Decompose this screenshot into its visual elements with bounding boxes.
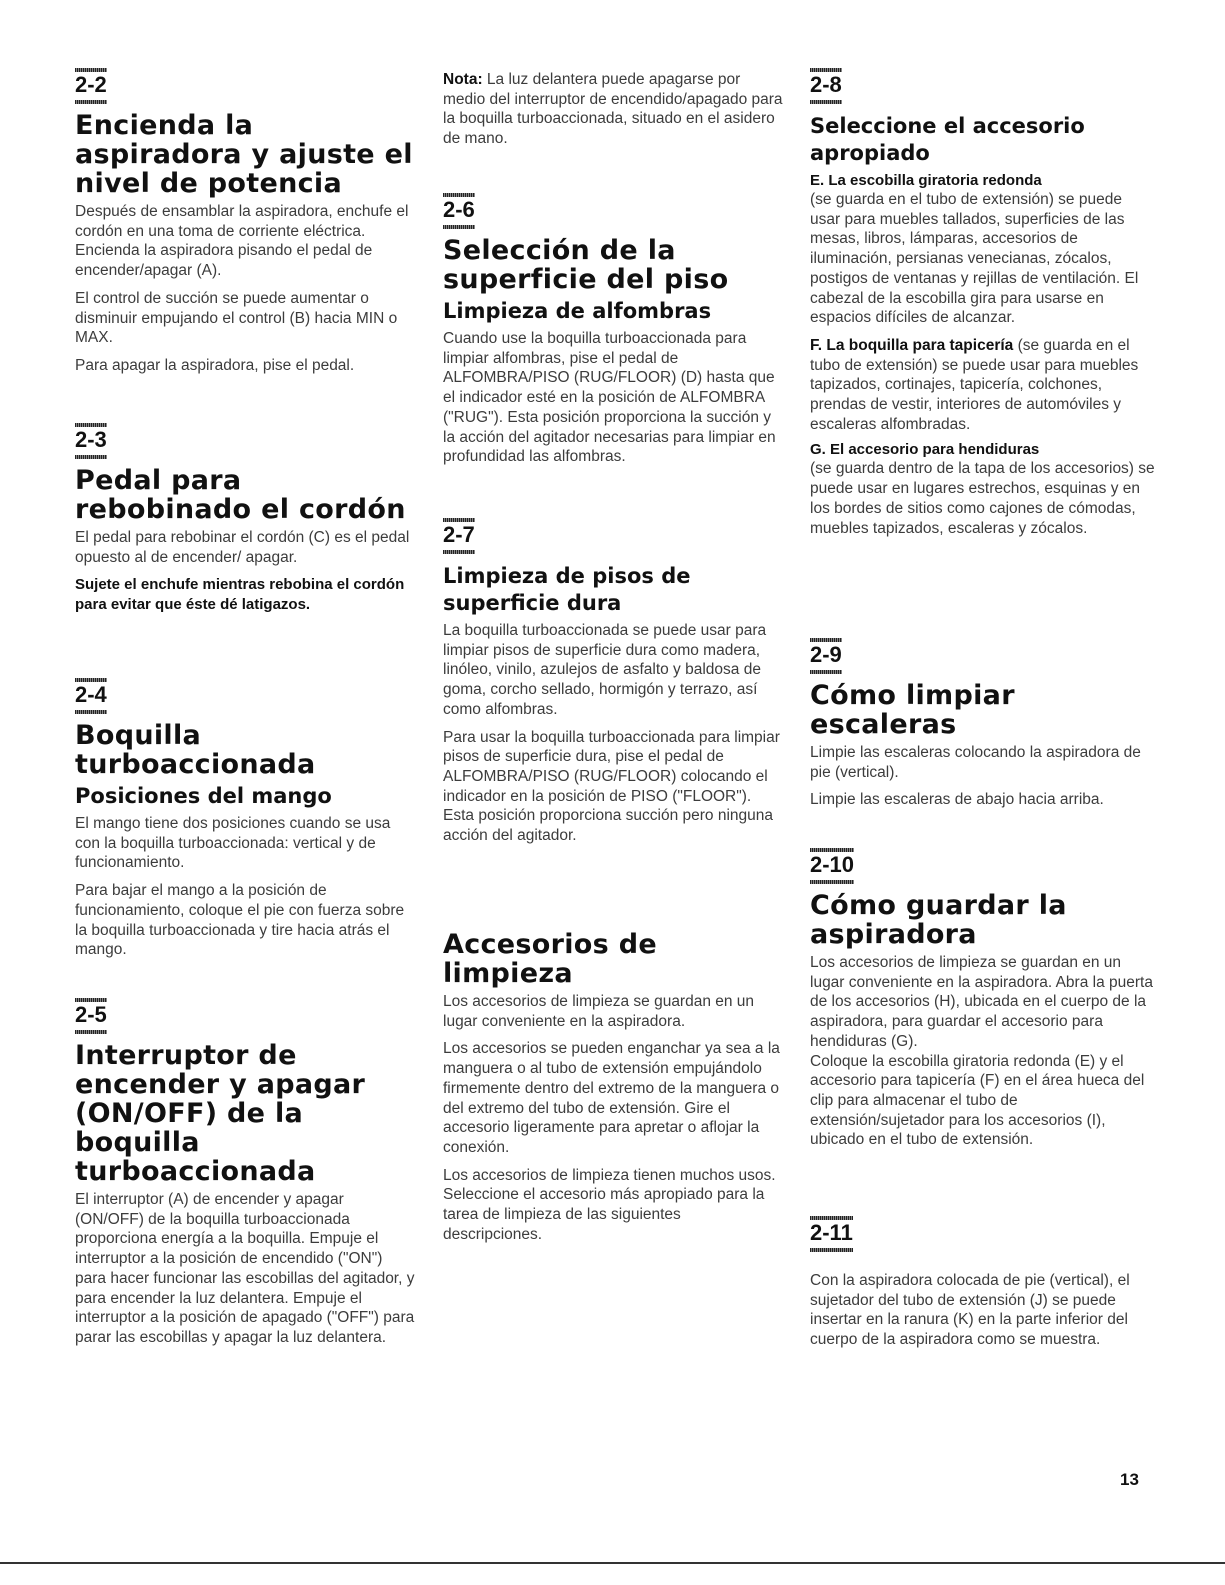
section-2-2 [75, 70, 415, 384]
section-title: Interruptor de encender y apagar (ON/OFF) de la boquilla turboaccionada [75, 1040, 366, 1187]
accessory-e-heading: E. La escobilla giratoria redonda [810, 172, 1042, 189]
paragraph: Limpie las escaleras colocando la aspiradora de pie (vertical). [810, 744, 1141, 781]
section-number: 2-4 [75, 680, 107, 711]
section-number: 2-2 [75, 70, 107, 101]
paragraph: La boquilla turboaccionada se puede usar para limpiar pisos de superficie dura como madera, linóleo, vinilo, azulejos de asfalto y baldosa de goma, corcho sellado, hormigón y terrazo, así como alfombras. [443, 622, 767, 718]
section-accessories [443, 920, 783, 1252]
paragraph: Limpie las escaleras de abajo hacia arriba. [810, 791, 1104, 809]
note-label: Nota: [443, 71, 483, 88]
accessory-g-text: (se guarda dentro de la tapa de los accesorios) se puede usar en lugares estrechos, esquinas y en los bordes de sitios como cajones de cómodas, muebles tapizados, escaleras y zócalos. [810, 460, 1155, 537]
paragraph: Los accesorios de limpieza se guardan en un lugar conveniente en la aspiradora. Abra la puerta de los accesorios (H), ubicada en el cuerpo de la aspiradora, para guardar el accesorio para hendiduras (G). [810, 954, 1153, 1050]
paragraph: Para apagar la aspiradora, pise el pedal. [75, 356, 355, 374]
paragraph: El mango tiene dos posiciones cuando se usa con la boquilla turboaccionada: vertical y de funcionamiento. [75, 815, 391, 872]
section-number: 2-7 [443, 520, 475, 551]
section-title: Seleccione el accesorio apropiado [810, 114, 1085, 165]
paragraph: Cuando use la boquilla turboaccionada para limpiar alfombras, pise el pedal de ALFOMBRA/PISO (RUG/FLOOR) (D) hasta que el indicador esté en la posición de ALFOMBRA ("RUG"). Esta posición proporciona la succión y la acción del agitador necesarias para limpiar en profundidad las alfombras. [443, 330, 776, 466]
section-title: Cómo guardar la aspiradora [810, 890, 1067, 950]
section-title: Accesorios de limpieza [443, 929, 657, 989]
accessory-e-text: (se guarda en el tubo de extensión) se puede usar para muebles tallados, superficies de las mesas, libros, lámparas, accesorios de iluminación, persianas venecianas, zócalos, postigos de ventanas y rejillas de ventilación. El cabezal de la escobilla gira para usarse en espacios difíciles de alcanzar. [810, 191, 1139, 327]
accessory-f-heading: F. La boquilla para tapicería [810, 336, 1014, 354]
section-subtitle: Limpieza de pisos de superficie dura [443, 564, 691, 615]
section-2-5 [75, 1000, 415, 1356]
paragraph: El interruptor (A) de encender y apagar (ON/OFF) de la boquilla turboaccionada proporciona energía a la boquilla. Empuje el interruptor a la posición de encendido ("ON") para hacer funcionar las escobillas del agitador, y para encender la luz delantera. Empuje el interruptor a la posición de apagado ("OFF") para parar las escobillas y apagar la luz delantera. [75, 1191, 415, 1346]
accessory-f-text: (se guarda en el tubo de extensión) se puede usar para muebles tapizados, cortinajes, tapicería, colchones, prendas de vestir, interiores de automóviles y escaleras alfombradas. [810, 336, 1139, 433]
section-2-8 [810, 70, 1155, 546]
paragraph: Con la aspiradora colocada de pie (vertical), el sujetador del tubo de extensión (J) se puede insertar en la ranura (K) en la parte inferior del cuerpo de la aspiradora como se muestra. [810, 1272, 1130, 1349]
section-number: 2-3 [75, 425, 107, 456]
section-2-4 [75, 680, 415, 968]
section-title: Selección de la superficie del piso [443, 235, 729, 295]
paragraph: Después de ensamblar la aspiradora, enchufe el cordón en una toma de corriente eléctrica. Encienda la aspiradora pisando el pedal de encender/apagar (A). [75, 203, 409, 280]
section-number: 2-10 [810, 850, 854, 881]
section-2-6 [443, 195, 783, 475]
page-number: 13 [1120, 1470, 1139, 1489]
section-number: 2-6 [443, 195, 475, 226]
section-number: 2-11 [810, 1218, 853, 1249]
section-title: Pedal para rebobinado el cordón [75, 465, 406, 525]
paragraph: Los accesorios de limpieza tienen muchos usos. Seleccione el accesorio más apropiado para la tarea de limpieza de las siguientes descripciones. [443, 1166, 776, 1243]
note-text: La luz delantera puede apagarse por medio del interruptor de encendido/apagado para la boquilla turboaccionada, situado en el asidero de mano. [443, 71, 783, 148]
section-2-11 [810, 1218, 1155, 1358]
section-subtitle: Posiciones del mango [75, 784, 332, 808]
section-subtitle: Limpieza de alfombras [443, 299, 712, 323]
section-title: Cómo limpiar escaleras [810, 680, 1015, 740]
paragraph: Los accesorios de limpieza se guardan en un lugar conveniente en la aspiradora. [443, 993, 755, 1030]
section-number: 2-9 [810, 640, 842, 671]
section-number: 2-5 [75, 1000, 107, 1031]
paragraph: Coloque la escobilla giratoria redonda (E) y el accesorio para tapicería (F) en el área hueca del clip para almacenar el tubo de extensión/sujetador para los accesorios (I), ubicado en el tubo de extensión. [810, 1052, 1145, 1149]
warning-paragraph: Sujete el enchufe mientras rebobina el cordón para evitar que éste dé latigazos. [75, 576, 405, 614]
paragraph: Los accesorios se pueden enganchar ya sea a la manguera o al tubo de extensión empujándolo firmemente dentro del extremo de la manguera o del extremo del tubo de extensión. Gire el accesorio ligeramente para apretar o aflojar la conexión. [443, 1040, 780, 1156]
section-title: Encienda la aspiradora y ajuste el nivel de potencia [75, 110, 413, 199]
paragraph: Para usar la boquilla turboaccionada para limpiar pisos de superficie dura, pise el pedal de ALFOMBRA/PISO (RUG/FLOOR) colocando el indicador en la posición de PISO ("FLOOR"). Esta posición proporciona succión pero ninguna acción del agitador. [443, 728, 780, 845]
section-2-9 [810, 640, 1155, 818]
bottom-divider [0, 1562, 1225, 1564]
section-2-3 [75, 425, 415, 623]
accessory-f-paragraph [810, 336, 1155, 435]
section-title: Boquilla turboaccionada [75, 720, 316, 780]
paragraph: El pedal para rebobinar el cordón (C) es el pedal opuesto al de encender/ apagar. [75, 529, 410, 566]
section-2-7 [443, 520, 783, 854]
section-2-10 [810, 850, 1155, 1158]
paragraph: Para bajar el mango a la posición de funcionamiento, coloque el pie con fuerza sobre la boquilla turboaccionada y tire hacia atrás el mango. [75, 882, 405, 959]
accessory-g-heading: G. El accesorio para hendiduras [810, 441, 1040, 459]
note-paragraph [443, 70, 783, 149]
paragraph: El control de succión se puede aumentar o disminuir empujando el control (B) hacia MIN o MAX. [75, 289, 398, 347]
section-number: 2-8 [810, 70, 842, 101]
